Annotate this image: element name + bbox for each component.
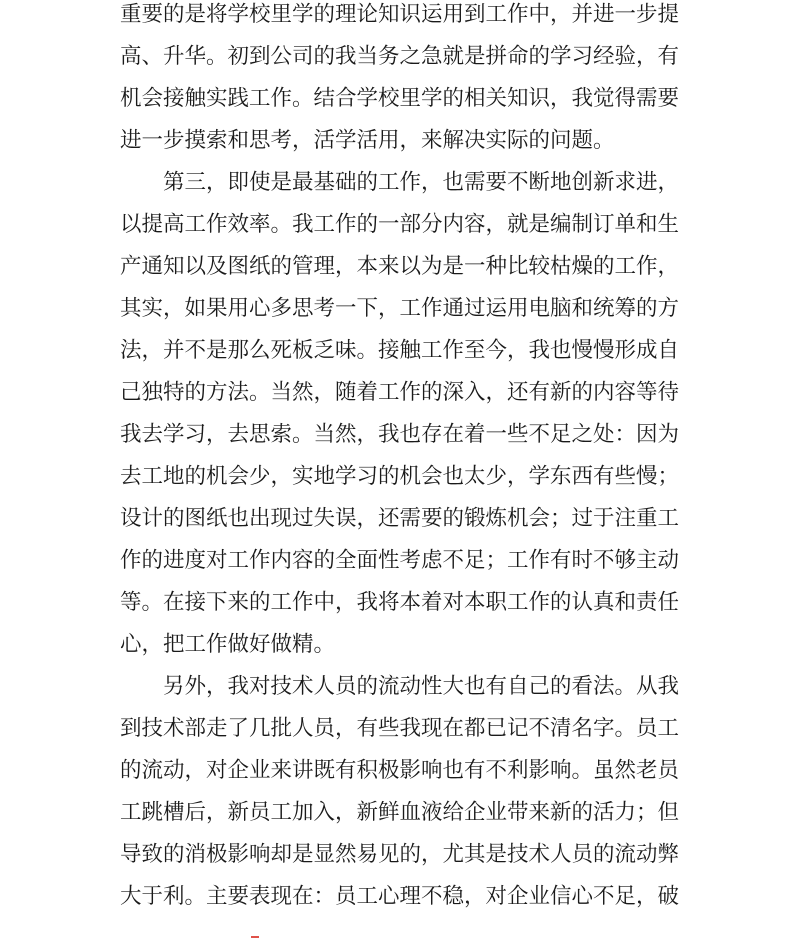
paragraph-first-line: 第三，即使是最基础的工作，也需要不断地创新求进， bbox=[163, 170, 680, 195]
text-line: 己独特的方法。当然，随着工作的深入，还有新的内容等待 bbox=[120, 380, 680, 405]
text-line: 其实，如果用心多思考一下，工作通过运用电脑和统筹的方 bbox=[120, 296, 680, 321]
text-line: 到技术部走了几批人员，有些我现在都已记不清名字。员工 bbox=[120, 716, 680, 741]
text-line: 大于利。主要表现在：员工心理不稳，对企业信心不足，破 bbox=[120, 884, 680, 909]
text-line: 工跳槽后，新员工加入，新鲜血液给企业带来新的活力；但 bbox=[120, 800, 680, 825]
text-line: 机会接触实践工作。结合学校里学的相关知识，我觉得需要 bbox=[120, 86, 680, 111]
text-line: 去工地的机会少，实地学习的机会也太少，学东西有些慢； bbox=[120, 464, 680, 489]
text-line: 以提高工作效率。我工作的一部分内容，就是编制订单和生 bbox=[120, 212, 680, 237]
red-mark bbox=[251, 936, 259, 938]
text-line: 产通知以及图纸的管理，本来以为是一种比较枯燥的工作， bbox=[120, 254, 680, 279]
text-line: 导致的消极影响却是显然易见的，尤其是技术人员的流动弊 bbox=[120, 842, 680, 867]
text-line: 高、升华。初到公司的我当务之急就是拼命的学习经验，有 bbox=[120, 44, 680, 69]
text-line: 作的进度对工作内容的全面性考虑不足；工作有时不够主动 bbox=[120, 548, 680, 573]
text-line: 进一步摸索和思考，活学活用，来解决实际的问题。 bbox=[120, 128, 615, 153]
text-line: 设计的图纸也出现过失误，还需要的锻炼机会；过于注重工 bbox=[120, 506, 680, 531]
paragraph-first-line: 另外，我对技术人员的流动性大也有自己的看法。从我 bbox=[163, 674, 680, 699]
text-line: 法，并不是那么死板乏味。接触工作至今，我也慢慢形成自 bbox=[120, 338, 680, 363]
text-line: 我去学习，去思索。当然，我也存在着一些不足之处：因为 bbox=[120, 422, 680, 447]
text-line: 的流动，对企业来讲既有积极影响也有不利影响。虽然老员 bbox=[120, 758, 680, 783]
text-line: 重要的是将学校里学的理论知识运用到工作中，并进一步提 bbox=[120, 2, 680, 27]
text-line: 等。在接下来的工作中，我将本着对本职工作的认真和责任 bbox=[120, 590, 680, 615]
text-line: 心，把工作做好做精。 bbox=[120, 632, 336, 657]
